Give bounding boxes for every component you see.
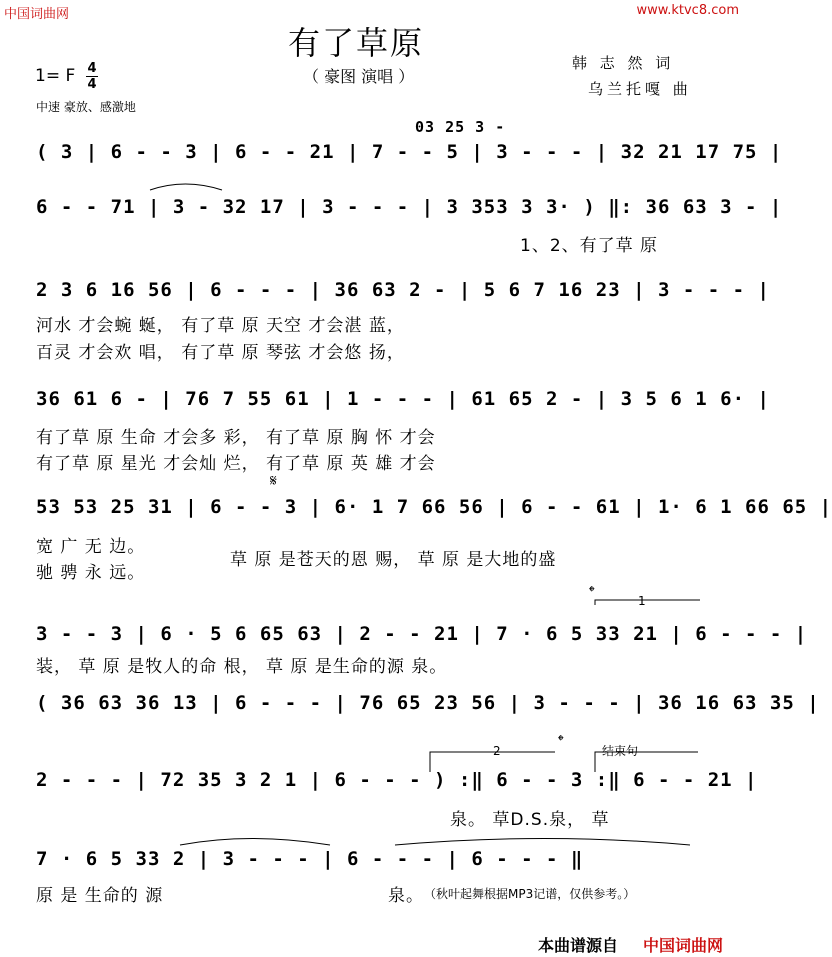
lyric-row-5-refrain: 草 原 是苍天的恩 赐， 草 原 是大地的盛	[230, 550, 557, 570]
lyric-row-3a: 河水 才会蜿 蜒， 有了草 原 天空 才会湛 蓝，	[36, 316, 405, 336]
composer-credit: 乌兰托嘎 曲	[588, 80, 692, 98]
lyric-row-2: 1、2、有了草 原	[520, 236, 659, 256]
lyric-row-9: 原 是 生命的 源	[36, 886, 164, 906]
lyric-row-9-end: 泉。	[388, 886, 424, 906]
singer: （ 豪图 演唱 ）	[303, 67, 415, 86]
time-signature-top: 4	[87, 61, 97, 76]
score-row-3: 2 3 6 16 56 | 6 - - - | 36 63 2 - | 5 6 7 16 23 | 3 - - - |	[36, 279, 770, 301]
slur-row9-end	[395, 839, 690, 846]
transcription-note: （秋叶起舞根据MP3记谱，仅供参考。）	[424, 887, 636, 901]
coda-sign-2: 𝄌	[558, 731, 564, 750]
lyric-row-4b: 有了草 原 星光 才会灿 烂， 有了草 原 英 雄 才会	[36, 454, 436, 474]
segno-sign: 𝄋	[270, 471, 277, 490]
lyric-row-6: 装， 草 原 是牧人的命 根， 草 原 是生命的源 泉。	[36, 657, 448, 677]
source-label: 本曲谱源自	[538, 936, 619, 955]
lyric-row-8: 泉。 草D.S.泉， 草	[450, 810, 610, 830]
time-signature	[86, 62, 98, 91]
ending-label: 结束句	[602, 744, 639, 758]
song-title: 有了草原	[288, 24, 425, 62]
score-row-8: 2 - - - | 72 35 3 2 1 | 6 - - - ) :‖ 6 - - 3 :‖ 6 - - 21 |	[36, 769, 758, 791]
watermark-right: www.ktvc8.com	[636, 3, 739, 18]
lyric-row-5b: 驰 骋 永 远。	[36, 563, 146, 583]
lyric-row-3b: 百灵 才会欢 唱， 有了草 原 琴弦 才会悠 扬，	[36, 343, 405, 363]
lyric-row-4a: 有了草 原 生命 才会多 彩， 有了草 原 胸 怀 才会	[36, 428, 436, 448]
score-row-9: 7 · 6 5 33 2 | 3 - - - | 6 - - - | 6 - - - ‖	[36, 848, 584, 870]
slur-row9	[180, 839, 330, 846]
lyric-row-5a: 宽 广 无 边。	[36, 537, 146, 557]
key-signature: 1= F	[35, 66, 76, 86]
score-row-7: ( 36 63 36 13 | 6 - - - | 76 65 23 56 | 3 - - - | 36 16 63 35 |	[36, 692, 820, 714]
score-row-2: 6 - - 71 | 3 - 32 17 | 3 - - - | 3 353 3 3· ) ‖: 36 63 3 - |	[36, 196, 783, 218]
score-row-1: ( 3 | 6 - - 3 | 6 - - 21 | 7 - - 5 | 3 - - - | 32 21 17 75 |	[36, 141, 783, 163]
volta-2-label: 2	[493, 744, 501, 758]
score-row-6: 3 - - 3 | 6 · 5 6 65 63 | 2 - - 21 | 7 · 6 5 33 21 | 6 - - - |	[36, 623, 808, 645]
volta-1-label: 1	[638, 594, 646, 608]
source-site: 中国词曲网	[643, 936, 724, 955]
coda-sign-1: 𝄌	[589, 582, 595, 601]
score-row-4: 36 61 6 - | 76 7 55 61 | 1 - - - | 61 65 2 - | 3 5 6 1 6· |	[36, 388, 770, 410]
slur-row2	[150, 184, 222, 190]
score-row1-upper: 03 25 3 -	[415, 118, 506, 136]
score-row-5: 53 53 25 31 | 6 - - 3 | 6· 1 7 66 56 | 6 - - 61 | 1· 6 1 66 65 |	[36, 496, 832, 518]
time-signature-bottom: 4	[87, 77, 97, 92]
volta-1-bracket	[595, 600, 700, 605]
tempo-marking: 中速 豪放、感激地	[36, 100, 136, 114]
lyricist-credit: 韩 志 然 词	[572, 54, 675, 72]
watermark-left: 中国词曲网	[4, 7, 70, 22]
